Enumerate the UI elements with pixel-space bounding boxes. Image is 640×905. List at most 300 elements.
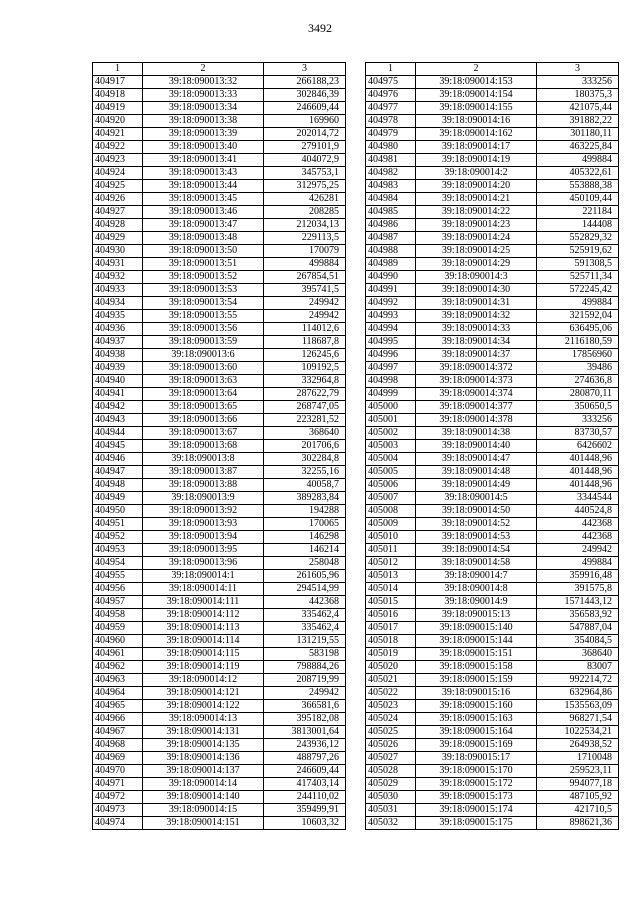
cadastral-number-cell: 39:18:090013:38 xyxy=(143,115,264,128)
cadastral-number-cell: 39:18:090014:33 xyxy=(416,323,537,336)
cadastral-number-cell: 39:18:090015:164 xyxy=(416,726,537,739)
table-row xyxy=(93,674,346,687)
value-cell: 332964,8 xyxy=(264,375,346,388)
value-cell: 591308,5 xyxy=(537,258,619,271)
cadastral-number-cell: 39:18:090013:52 xyxy=(143,271,264,284)
row-number-cell: 405011 xyxy=(366,544,416,557)
value-cell: 547887,04 xyxy=(537,622,619,635)
table-row xyxy=(366,310,619,323)
cadastral-number-cell: 39:18:090013:92 xyxy=(143,505,264,518)
value-cell: 368640 xyxy=(264,427,346,440)
value-cell: 126245,6 xyxy=(264,349,346,362)
table-row xyxy=(366,362,619,375)
table-row xyxy=(366,752,619,765)
row-number-cell: 404934 xyxy=(93,297,143,310)
row-number-cell: 404978 xyxy=(366,115,416,128)
header-col-1: 1 xyxy=(93,63,143,76)
table-row xyxy=(93,258,346,271)
row-number-cell: 404919 xyxy=(93,102,143,115)
table-row xyxy=(93,687,346,700)
cadastral-number-cell: 39:18:090015:144 xyxy=(416,635,537,648)
value-cell: 401448,96 xyxy=(537,479,619,492)
value-cell: 898621,36 xyxy=(537,817,619,830)
row-number-cell: 404959 xyxy=(93,622,143,635)
cadastral-number-cell: 39:18:090014:53 xyxy=(416,531,537,544)
value-cell: 463225,84 xyxy=(537,141,619,154)
row-number-cell: 405002 xyxy=(366,427,416,440)
cadastral-number-cell: 39:18:090013:48 xyxy=(143,232,264,245)
table-row xyxy=(366,193,619,206)
cadastral-number-cell: 39:18:090014:5 xyxy=(416,492,537,505)
table-row xyxy=(93,76,346,89)
value-cell: 118687,8 xyxy=(264,336,346,349)
cadastral-number-cell: 39:18:090015:158 xyxy=(416,661,537,674)
value-cell: 391882,22 xyxy=(537,115,619,128)
cadastral-number-cell: 39:18:090014:23 xyxy=(416,219,537,232)
cadastral-number-cell: 39:18:090014:113 xyxy=(143,622,264,635)
value-cell: 359916,48 xyxy=(537,570,619,583)
cadastral-number-cell: 39:18:090014:40 xyxy=(416,440,537,453)
table-row xyxy=(366,713,619,726)
row-number-cell: 404949 xyxy=(93,492,143,505)
table-row xyxy=(366,817,619,830)
value-cell: 335462,4 xyxy=(264,609,346,622)
value-cell: 1571443,12 xyxy=(537,596,619,609)
cadastral-number-cell: 39:18:090013:63 xyxy=(143,375,264,388)
table-row xyxy=(366,453,619,466)
table-row xyxy=(366,505,619,518)
value-cell: 114012,6 xyxy=(264,323,346,336)
row-number-cell: 404998 xyxy=(366,375,416,388)
cadastral-number-cell: 39:18:090013:59 xyxy=(143,336,264,349)
row-number-cell: 404989 xyxy=(366,258,416,271)
table-row xyxy=(93,700,346,713)
value-cell: 212034,13 xyxy=(264,219,346,232)
cadastral-number-cell: 39:18:090014:136 xyxy=(143,752,264,765)
cadastral-number-cell: 39:18:090013:66 xyxy=(143,414,264,427)
table-row xyxy=(366,596,619,609)
value-cell: 201706,6 xyxy=(264,440,346,453)
row-number-cell: 405001 xyxy=(366,414,416,427)
table-row xyxy=(93,440,346,453)
table-row xyxy=(366,297,619,310)
cadastral-number-cell: 39:18:090013:53 xyxy=(143,284,264,297)
row-number-cell: 404939 xyxy=(93,362,143,375)
value-cell: 301180,11 xyxy=(537,128,619,141)
table-row xyxy=(366,648,619,661)
table-row xyxy=(366,739,619,752)
cadastral-number-cell: 39:18:090013:54 xyxy=(143,297,264,310)
row-number-cell: 404991 xyxy=(366,284,416,297)
table-row xyxy=(93,713,346,726)
table-row xyxy=(93,167,346,180)
row-number-cell: 404970 xyxy=(93,765,143,778)
row-number-cell: 404993 xyxy=(366,310,416,323)
cadastral-number-cell: 39:18:090014:378 xyxy=(416,414,537,427)
row-number-cell: 404973 xyxy=(93,804,143,817)
value-cell: 421710,5 xyxy=(537,804,619,817)
row-number-cell: 404925 xyxy=(93,180,143,193)
row-number-cell: 404955 xyxy=(93,570,143,583)
cadastral-number-cell: 39:18:090013:34 xyxy=(143,102,264,115)
cadastral-number-cell: 39:18:090014:3 xyxy=(416,271,537,284)
row-number-cell: 404927 xyxy=(93,206,143,219)
value-cell: 488797,26 xyxy=(264,752,346,765)
row-number-cell: 405008 xyxy=(366,505,416,518)
right-table xyxy=(365,62,619,830)
table-row xyxy=(366,206,619,219)
value-cell: 1535563,09 xyxy=(537,700,619,713)
table-row xyxy=(93,323,346,336)
value-cell: 321592,04 xyxy=(537,310,619,323)
table-row xyxy=(93,310,346,323)
table-row xyxy=(366,687,619,700)
row-number-cell: 404948 xyxy=(93,479,143,492)
row-number-cell: 404947 xyxy=(93,466,143,479)
value-cell: 249942 xyxy=(537,544,619,557)
table-row xyxy=(93,778,346,791)
table-row xyxy=(366,583,619,596)
table-row xyxy=(366,219,619,232)
value-cell: 499884 xyxy=(264,258,346,271)
row-number-cell: 404938 xyxy=(93,349,143,362)
table-row xyxy=(93,622,346,635)
value-cell: 6426602 xyxy=(537,440,619,453)
value-cell: 1710048 xyxy=(537,752,619,765)
cadastral-number-cell: 39:18:090014:154 xyxy=(416,89,537,102)
table-row xyxy=(93,414,346,427)
value-cell: 994077,18 xyxy=(537,778,619,791)
row-number-cell: 405005 xyxy=(366,466,416,479)
value-cell: 405322,61 xyxy=(537,167,619,180)
cadastral-number-cell: 39:18:090014:20 xyxy=(416,180,537,193)
row-number-cell: 404956 xyxy=(93,583,143,596)
cadastral-number-cell: 39:18:090014:131 xyxy=(143,726,264,739)
row-number-cell: 404987 xyxy=(366,232,416,245)
table-row xyxy=(366,323,619,336)
cadastral-number-cell: 39:18:090014:15 xyxy=(143,804,264,817)
table-row xyxy=(366,440,619,453)
value-cell: 335462,4 xyxy=(264,622,346,635)
row-number-cell: 405016 xyxy=(366,609,416,622)
row-number-cell: 404944 xyxy=(93,427,143,440)
value-cell: 280870,11 xyxy=(537,388,619,401)
cadastral-number-cell: 39:18:090014:19 xyxy=(416,154,537,167)
cadastral-number-cell: 39:18:090014:155 xyxy=(416,102,537,115)
cadastral-number-cell: 39:18:090014:32 xyxy=(416,310,537,323)
row-number-cell: 404964 xyxy=(93,687,143,700)
header-col-3: 3 xyxy=(537,63,619,76)
value-cell: 553888,38 xyxy=(537,180,619,193)
row-number-cell: 404997 xyxy=(366,362,416,375)
cadastral-number-cell: 39:18:090013:56 xyxy=(143,323,264,336)
table-row xyxy=(93,206,346,219)
table-row xyxy=(93,453,346,466)
row-number-cell: 404982 xyxy=(366,167,416,180)
table-row xyxy=(93,102,346,115)
row-number-cell: 405027 xyxy=(366,752,416,765)
table-row xyxy=(93,596,346,609)
table-row xyxy=(93,492,346,505)
row-number-cell: 404995 xyxy=(366,336,416,349)
cadastral-number-cell: 39:18:090014:372 xyxy=(416,362,537,375)
cadastral-number-cell: 39:18:090014:2 xyxy=(416,167,537,180)
row-number-cell: 405012 xyxy=(366,557,416,570)
row-number-cell: 404994 xyxy=(366,323,416,336)
table-row xyxy=(366,245,619,258)
value-cell: 302284,8 xyxy=(264,453,346,466)
value-cell: 221184 xyxy=(537,206,619,219)
cadastral-number-cell: 39:18:090014:30 xyxy=(416,284,537,297)
value-cell: 223281,52 xyxy=(264,414,346,427)
table-row xyxy=(366,375,619,388)
cadastral-number-cell: 39:18:090013:39 xyxy=(143,128,264,141)
table-row xyxy=(366,557,619,570)
table-row xyxy=(366,128,619,141)
value-cell: 131219,55 xyxy=(264,635,346,648)
value-cell: 499884 xyxy=(537,297,619,310)
value-cell: 144408 xyxy=(537,219,619,232)
value-cell: 258048 xyxy=(264,557,346,570)
row-number-cell: 404999 xyxy=(366,388,416,401)
cadastral-number-cell: 39:18:090014:111 xyxy=(143,596,264,609)
cadastral-number-cell: 39:18:090014:8 xyxy=(416,583,537,596)
cadastral-number-cell: 39:18:090013:44 xyxy=(143,180,264,193)
row-number-cell: 404986 xyxy=(366,219,416,232)
page-number: 3492 xyxy=(308,21,332,35)
table-row xyxy=(366,232,619,245)
row-number-cell: 404969 xyxy=(93,752,143,765)
table-row xyxy=(93,752,346,765)
cadastral-number-cell: 39:18:090015:140 xyxy=(416,622,537,635)
row-number-cell: 404936 xyxy=(93,323,143,336)
row-number-cell: 405021 xyxy=(366,674,416,687)
cadastral-number-cell: 39:18:090014:151 xyxy=(143,817,264,830)
row-number-cell: 405004 xyxy=(366,453,416,466)
value-cell: 287622,79 xyxy=(264,388,346,401)
value-cell: 968271,54 xyxy=(537,713,619,726)
table-row xyxy=(366,115,619,128)
row-number-cell: 404990 xyxy=(366,271,416,284)
value-cell: 17856960 xyxy=(537,349,619,362)
cadastral-number-cell: 39:18:090013:40 xyxy=(143,141,264,154)
table-row xyxy=(366,544,619,557)
row-number-cell: 405020 xyxy=(366,661,416,674)
row-number-cell: 404931 xyxy=(93,258,143,271)
value-cell: 525919,62 xyxy=(537,245,619,258)
table-row xyxy=(366,89,619,102)
cadastral-number-cell: 39:18:090015:151 xyxy=(416,648,537,661)
table-row xyxy=(366,700,619,713)
cadastral-number-cell: 39:18:090015:13 xyxy=(416,609,537,622)
value-cell: 3344544 xyxy=(537,492,619,505)
table-row xyxy=(366,284,619,297)
cadastral-number-cell: 39:18:090015:170 xyxy=(416,765,537,778)
value-cell: 499884 xyxy=(537,154,619,167)
value-cell: 1022534,21 xyxy=(537,726,619,739)
row-number-cell: 405023 xyxy=(366,700,416,713)
table-header-row xyxy=(366,63,619,76)
table-row xyxy=(366,674,619,687)
table-row xyxy=(93,817,346,830)
cadastral-number-cell: 39:18:090014:25 xyxy=(416,245,537,258)
cadastral-number-cell: 39:18:090013:51 xyxy=(143,258,264,271)
cadastral-number-cell: 39:18:090014:21 xyxy=(416,193,537,206)
table-row xyxy=(93,401,346,414)
value-cell: 268747,05 xyxy=(264,401,346,414)
cadastral-number-cell: 39:18:090013:65 xyxy=(143,401,264,414)
value-cell: 246609,44 xyxy=(264,102,346,115)
value-cell: 552829,32 xyxy=(537,232,619,245)
header-col-2: 2 xyxy=(143,63,264,76)
row-number-cell: 404983 xyxy=(366,180,416,193)
value-cell: 333256 xyxy=(537,76,619,89)
row-number-cell: 404975 xyxy=(366,76,416,89)
row-number-cell: 405032 xyxy=(366,817,416,830)
cadastral-number-cell: 39:18:090014:49 xyxy=(416,479,537,492)
row-number-cell: 404962 xyxy=(93,661,143,674)
cadastral-number-cell: 39:18:090014:50 xyxy=(416,505,537,518)
table-row xyxy=(366,466,619,479)
value-cell: 243936,12 xyxy=(264,739,346,752)
table-row xyxy=(93,544,346,557)
cadastral-number-cell: 39:18:090014:377 xyxy=(416,401,537,414)
table-row xyxy=(93,557,346,570)
row-number-cell: 404988 xyxy=(366,245,416,258)
table-row xyxy=(93,115,346,128)
cadastral-number-cell: 39:18:090014:52 xyxy=(416,518,537,531)
value-cell: 2116180,59 xyxy=(537,336,619,349)
row-number-cell: 405028 xyxy=(366,765,416,778)
cadastral-number-cell: 39:18:090015:169 xyxy=(416,739,537,752)
row-number-cell: 404950 xyxy=(93,505,143,518)
row-number-cell: 404917 xyxy=(93,76,143,89)
value-cell: 440524,8 xyxy=(537,505,619,518)
row-number-cell: 404921 xyxy=(93,128,143,141)
table-row xyxy=(366,635,619,648)
value-cell: 170065 xyxy=(264,518,346,531)
value-cell: 10603,32 xyxy=(264,817,346,830)
row-number-cell: 404929 xyxy=(93,232,143,245)
table-row xyxy=(366,518,619,531)
cadastral-number-cell: 39:18:090015:174 xyxy=(416,804,537,817)
cadastral-number-cell: 39:18:090014:13 xyxy=(143,713,264,726)
cadastral-number-cell: 39:18:090015:160 xyxy=(416,700,537,713)
table-row xyxy=(366,388,619,401)
value-cell: 417403,14 xyxy=(264,778,346,791)
row-number-cell: 404926 xyxy=(93,193,143,206)
cadastral-number-cell: 39:18:090013:50 xyxy=(143,245,264,258)
row-number-cell: 405000 xyxy=(366,401,416,414)
table-row xyxy=(93,245,346,258)
row-number-cell: 404961 xyxy=(93,648,143,661)
row-number-cell: 405017 xyxy=(366,622,416,635)
table-row xyxy=(93,479,346,492)
cadastral-number-cell: 39:18:090013:93 xyxy=(143,518,264,531)
value-cell: 264938,52 xyxy=(537,739,619,752)
table-row xyxy=(93,89,346,102)
cadastral-number-cell: 39:18:090013:87 xyxy=(143,466,264,479)
cadastral-number-cell: 39:18:090013:47 xyxy=(143,219,264,232)
value-cell: 294514,99 xyxy=(264,583,346,596)
table-row xyxy=(366,76,619,89)
row-number-cell: 404996 xyxy=(366,349,416,362)
table-row xyxy=(93,531,346,544)
cadastral-number-cell: 39:18:090015:172 xyxy=(416,778,537,791)
table-row xyxy=(93,154,346,167)
cadastral-number-cell: 39:18:090014:58 xyxy=(416,557,537,570)
table-row xyxy=(366,336,619,349)
cadastral-number-cell: 39:18:090014:121 xyxy=(143,687,264,700)
value-cell: 266188,23 xyxy=(264,76,346,89)
row-number-cell: 404979 xyxy=(366,128,416,141)
row-number-cell: 404977 xyxy=(366,102,416,115)
cadastral-number-cell: 39:18:090014:31 xyxy=(416,297,537,310)
row-number-cell: 405031 xyxy=(366,804,416,817)
cadastral-number-cell: 39:18:090015:16 xyxy=(416,687,537,700)
table-row xyxy=(366,765,619,778)
row-number-cell: 405025 xyxy=(366,726,416,739)
cadastral-number-cell: 39:18:090013:46 xyxy=(143,206,264,219)
table-row xyxy=(366,531,619,544)
table-row xyxy=(93,648,346,661)
table-row xyxy=(93,388,346,401)
cadastral-number-cell: 39:18:090013:43 xyxy=(143,167,264,180)
value-cell: 246609,44 xyxy=(264,765,346,778)
value-cell: 208719,99 xyxy=(264,674,346,687)
cadastral-number-cell: 39:18:090013:41 xyxy=(143,154,264,167)
value-cell: 368640 xyxy=(537,648,619,661)
row-number-cell: 404958 xyxy=(93,609,143,622)
row-number-cell: 404937 xyxy=(93,336,143,349)
value-cell: 356583,92 xyxy=(537,609,619,622)
row-number-cell: 404933 xyxy=(93,284,143,297)
table-row xyxy=(366,791,619,804)
row-number-cell: 404951 xyxy=(93,518,143,531)
value-cell: 146298 xyxy=(264,531,346,544)
cadastral-number-cell: 39:18:090014:34 xyxy=(416,336,537,349)
table-row xyxy=(93,128,346,141)
row-number-cell: 404984 xyxy=(366,193,416,206)
cadastral-number-cell: 39:18:090014:29 xyxy=(416,258,537,271)
value-cell: 992214,72 xyxy=(537,674,619,687)
value-cell: 244110,02 xyxy=(264,791,346,804)
row-number-cell: 404980 xyxy=(366,141,416,154)
table-row xyxy=(366,778,619,791)
cadastral-number-cell: 39:18:090014:153 xyxy=(416,76,537,89)
row-number-cell: 404930 xyxy=(93,245,143,258)
value-cell: 401448,96 xyxy=(537,466,619,479)
cadastral-number-cell: 39:18:090013:60 xyxy=(143,362,264,375)
table-row xyxy=(93,232,346,245)
row-number-cell: 404940 xyxy=(93,375,143,388)
cadastral-number-cell: 39:18:090014:122 xyxy=(143,700,264,713)
table-row xyxy=(366,427,619,440)
row-number-cell: 405009 xyxy=(366,518,416,531)
table-row xyxy=(366,570,619,583)
value-cell: 194288 xyxy=(264,505,346,518)
cadastral-number-cell: 39:18:090015:163 xyxy=(416,713,537,726)
table-row xyxy=(93,726,346,739)
value-cell: 279101,9 xyxy=(264,141,346,154)
cadastral-number-cell: 39:18:090014:11 xyxy=(143,583,264,596)
table-header-row xyxy=(93,63,346,76)
row-number-cell: 405015 xyxy=(366,596,416,609)
row-number-cell: 405029 xyxy=(366,778,416,791)
value-cell: 3813001,64 xyxy=(264,726,346,739)
value-cell: 798884,26 xyxy=(264,661,346,674)
value-cell: 389283,84 xyxy=(264,492,346,505)
